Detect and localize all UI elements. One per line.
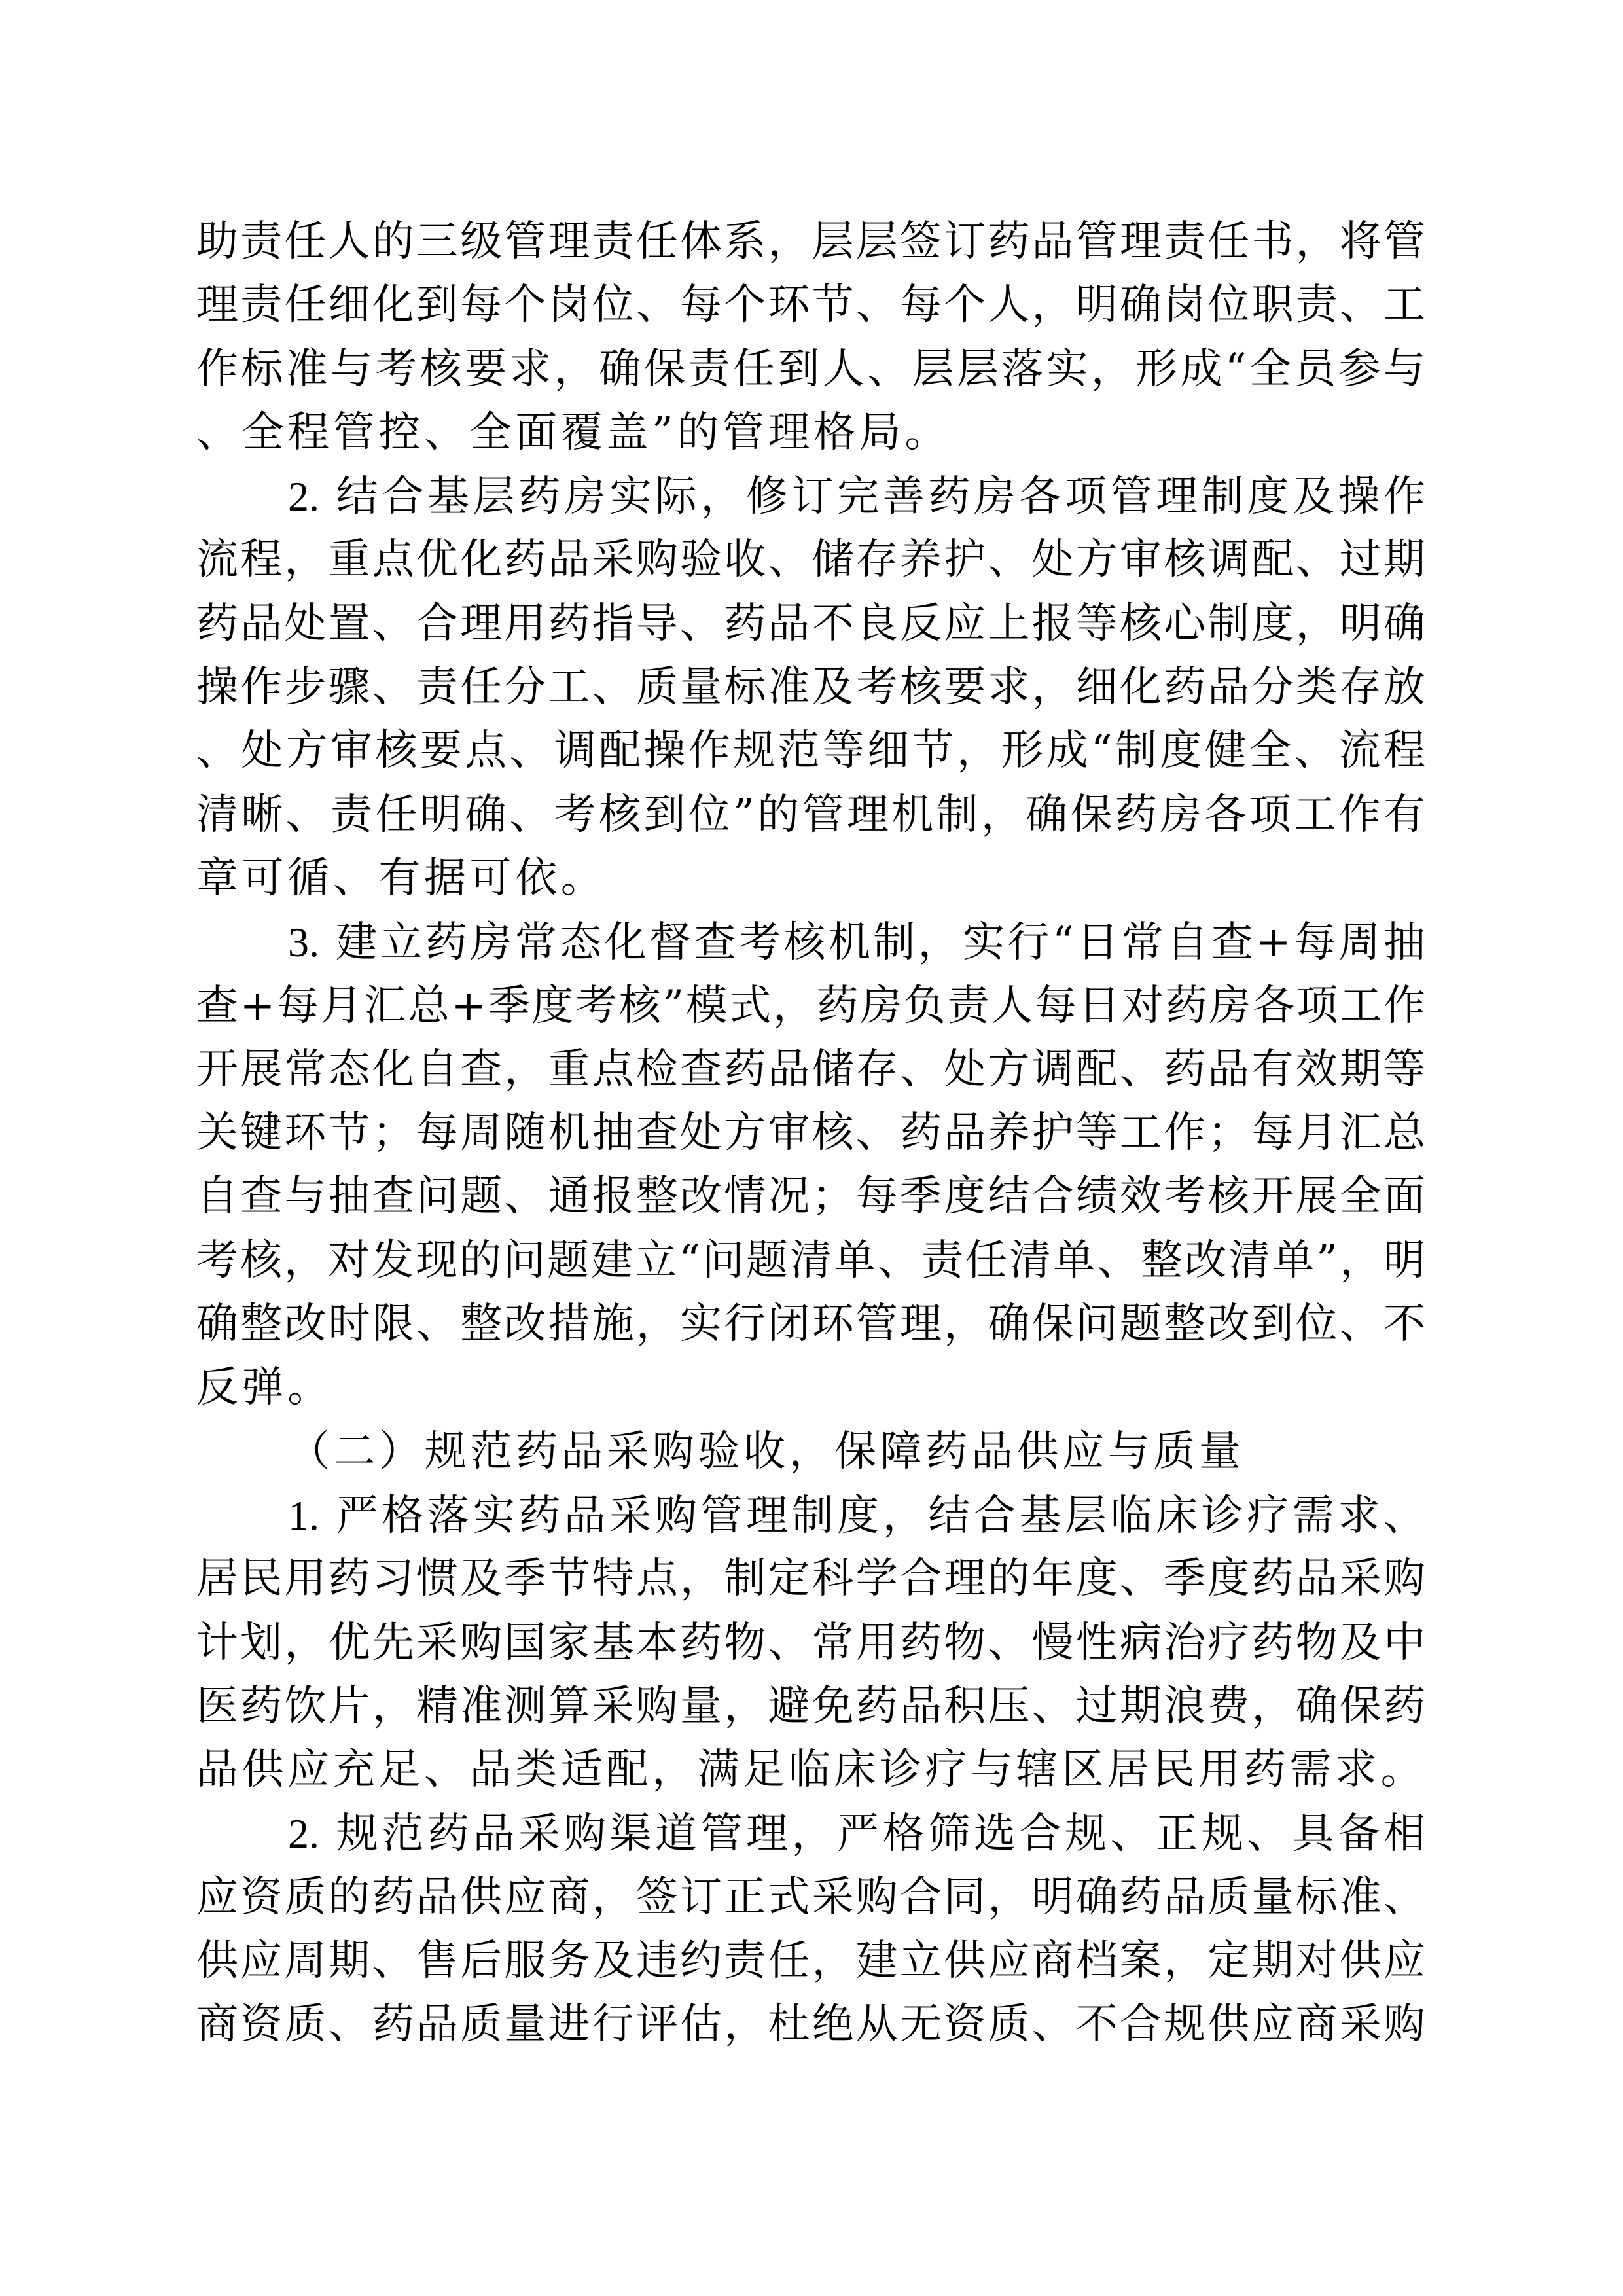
text-line: 关键环节；每周随机抽查处方审核、药品养护等工作；每月汇总 bbox=[196, 1109, 1427, 1158]
text-line: 反弹。 bbox=[196, 1363, 333, 1412]
text-line: 应资质的药品供应商，签订正式采购合同，明确药品质量标准、 bbox=[196, 1873, 1427, 1922]
paragraph-continued bbox=[196, 210, 1427, 465]
text-line: 结合基层药房实际，修订完善药房各项管理制度及操作 bbox=[336, 473, 1427, 522]
text-line: 供应周期、售后服务及违约责任，建立供应商档案，定期对供应 bbox=[196, 1937, 1427, 1986]
text-line: 规范药品采购渠道管理，严格筛选合规、正规、具备相 bbox=[336, 1810, 1427, 1859]
item-number: 2. bbox=[288, 1810, 319, 1857]
paragraph-item-2 bbox=[196, 465, 1427, 910]
paragraph-item-3 bbox=[196, 910, 1427, 1420]
text-line: 考核，对发现的问题建立“问题清单、责任清单、整改清单”，明 bbox=[196, 1236, 1427, 1285]
paragraph-item-1 bbox=[196, 1484, 1427, 1802]
text-line: 商资质、药品质量进行评估，杜绝从无资质、不合规供应商采购 bbox=[196, 2000, 1427, 2049]
item-number: 2. bbox=[288, 473, 319, 520]
text-line: 、全程管控、全面覆盖”的管理格局。 bbox=[196, 408, 950, 457]
text-line: 确整改时限、整改措施，实行闭环管理，确保问题整改到位、不 bbox=[196, 1300, 1427, 1349]
paragraph-item-2b bbox=[196, 1802, 1427, 2056]
text-line: 品供应充足、品类适配，满足临床诊疗与辖区居民用药需求。 bbox=[196, 1746, 1427, 1795]
document-page bbox=[196, 210, 1427, 2057]
text-line: 查+每月汇总+季度考核”模式，药房负责人每日对药房各项工作 bbox=[196, 981, 1427, 1030]
text-line: 居民用药习惯及季节特点，制定科学合理的年度、季度药品采购 bbox=[196, 1554, 1427, 1604]
item-number: 3. bbox=[288, 919, 319, 966]
text-line: 操作步骤、责任分工、质量标准及考核要求，细化药品分类存放 bbox=[196, 663, 1427, 712]
section-heading-text: （二）规范药品采购验收，保障药品供应与质量 bbox=[288, 1427, 1245, 1476]
text-line: 清晰、责任明确、考核到位”的管理机制，确保药房各项工作有 bbox=[196, 790, 1427, 839]
text-line: 流程，重点优化药品采购验收、储存养护、处方审核调配、过期 bbox=[196, 535, 1427, 584]
text-line-first bbox=[196, 1484, 1427, 1547]
text-line: 作标准与考核要求，确保责任到人、层层落实，形成“全员参与 bbox=[196, 344, 1427, 393]
text-line-first bbox=[196, 465, 1427, 528]
text-line: 建立药房常态化督查考核机制，实行“日常自查+每周抽 bbox=[335, 918, 1427, 967]
text-line: 医药饮片，精准测算采购量，避免药品积压、过期浪费，确保药 bbox=[196, 1681, 1427, 1731]
item-number: 1. bbox=[288, 1492, 319, 1539]
text-line: 、处方审核要点、调配操作规范等细节，形成“制度健全、流程 bbox=[196, 726, 1427, 776]
text-line: 开展常态化自查，重点检查药品储存、处方调配、药品有效期等 bbox=[196, 1045, 1427, 1094]
text-line-first bbox=[196, 910, 1427, 974]
text-line: 严格落实药品采购管理制度，结合基层临床诊疗需求、 bbox=[336, 1491, 1427, 1540]
text-line-first bbox=[196, 1802, 1427, 1865]
text-line: 药品处置、合理用药指导、药品不良反应上报等核心制度，明确 bbox=[196, 599, 1427, 648]
text-line: 理责任细化到每个岗位、每个环节、每个人，明确岗位职责、工 bbox=[196, 281, 1427, 330]
text-line: 自查与抽查问题、通报整改情况；每季度结合绩效考核开展全面 bbox=[196, 1172, 1427, 1221]
section-heading bbox=[196, 1420, 1427, 1484]
text-line: 章可循、有据可依。 bbox=[196, 853, 607, 903]
text-line: 助责任人的三级管理责任体系，层层签订药品管理责任书，将管 bbox=[196, 217, 1427, 266]
text-line: 计划，优先采购国家基本药物、常用药物、慢性病治疗药物及中 bbox=[196, 1618, 1427, 1667]
